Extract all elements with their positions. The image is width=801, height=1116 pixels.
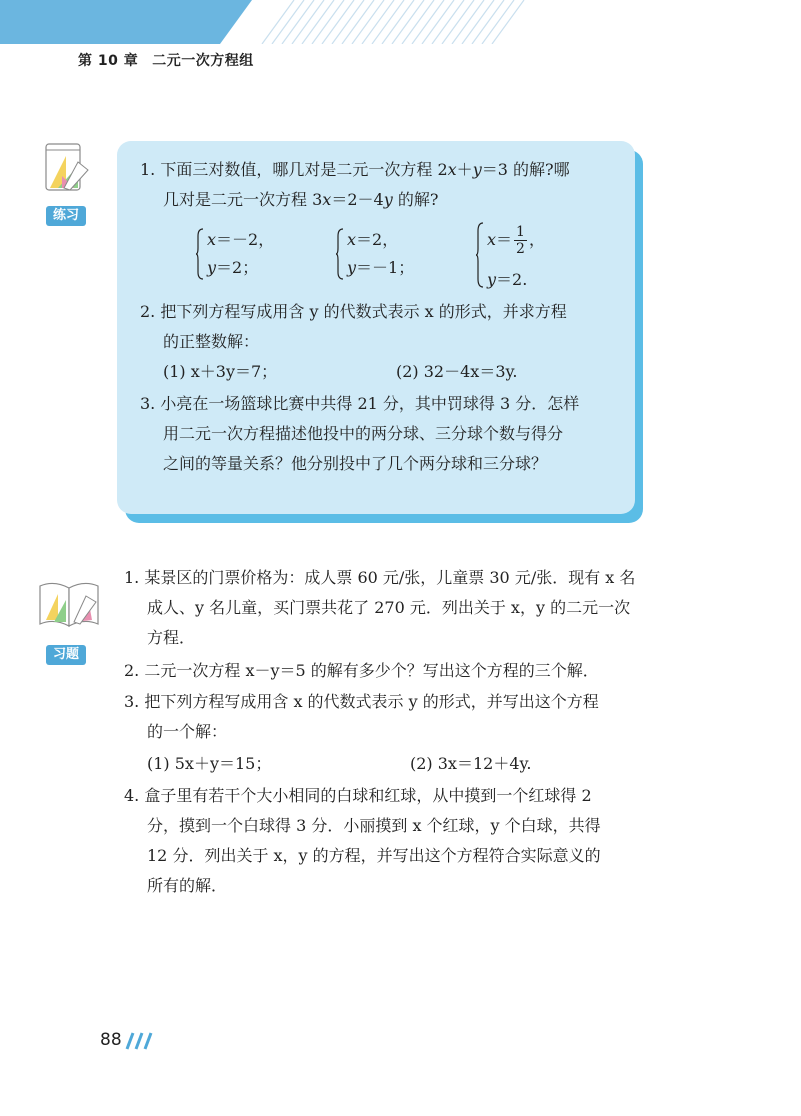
practice-q3-line1: 3. 小亮在一场篮球比赛中共得 21 分，其中罚球得 3 分．怎样 bbox=[140, 394, 580, 413]
exercise-q3-b: (2) 3x＝12＋4y. bbox=[410, 754, 532, 773]
exercise-q3-line2: 的一个解： bbox=[147, 722, 228, 741]
page-number: 88 bbox=[100, 1030, 122, 1050]
exercise-q1-line3: 方程． bbox=[147, 628, 196, 647]
practice-q2-b: (2) 32－4x＝3y. bbox=[396, 362, 518, 381]
practice-q1-line2: 几对是二元一次方程 3x＝2－4y 的解? bbox=[163, 190, 439, 209]
practice-badge: 练习 bbox=[46, 206, 86, 226]
practice-q1-line1: 1. 下面三对数值，哪几对是二元一次方程 2x＋y＝3 的解?哪 bbox=[140, 160, 570, 179]
page-slashes-decoration bbox=[125, 1032, 153, 1050]
book-icon bbox=[36, 576, 102, 634]
pair1-y: y＝2； bbox=[207, 258, 259, 277]
pair1-x: x＝－2， bbox=[207, 230, 275, 249]
exercises-badge: 习题 bbox=[46, 645, 86, 665]
pair2-y: y＝－1； bbox=[347, 258, 415, 277]
exercise-q4-line3: 12 分．列出关于 x，y 的方程，并写出这个方程符合实际意义的 bbox=[147, 846, 601, 865]
exercise-q4-line4: 所有的解． bbox=[147, 876, 228, 895]
pencil-ruler-icon bbox=[40, 136, 92, 198]
pair3-brace bbox=[476, 222, 484, 288]
practice-q3-line3: 之间的等量关系？他分别投中了几个两分球和三分球？ bbox=[163, 454, 548, 473]
header-band bbox=[0, 0, 801, 44]
exercise-q1-line2: 成人、y 名儿童，买门票共花了 270 元．列出关于 x，y 的二元一次 bbox=[147, 598, 631, 617]
practice-q3-line2: 用二元一次方程描述他投中的两分球、三分球个数与得分 bbox=[163, 424, 564, 443]
exercise-q4-line1: 4. 盒子里有若干个大小相同的白球和红球，从中摸到一个红球得 2 bbox=[124, 786, 592, 805]
practice-q2-line2: 的正整数解： bbox=[163, 332, 260, 351]
chapter-label: 第 10 章 bbox=[78, 53, 139, 69]
pair3-y: y＝2. bbox=[487, 270, 528, 289]
chapter-name: 二元一次方程组 bbox=[152, 53, 254, 69]
fraction-one-half: $\frac{1}{2}$ bbox=[516, 224, 525, 257]
pair2-brace bbox=[336, 228, 344, 280]
practice-q2-line1: 2. 把下列方程写成用含 y 的代数式表示 x 的形式，并求方程 bbox=[140, 302, 567, 321]
pair2-x: x＝2， bbox=[347, 230, 399, 249]
chapter-title bbox=[78, 50, 254, 70]
exercise-q1-line1: 1. 某景区的门票价格为：成人票 60 元/张，儿童票 30 元/张．现有 x 名 bbox=[124, 568, 636, 587]
exercise-q3-line1: 3. 把下列方程写成用含 x 的代数式表示 y 的形式，并写出这个方程 bbox=[124, 692, 599, 711]
practice-q2-a: (1) x＋3y＝7； bbox=[163, 362, 278, 381]
pair3-x: x＝ $\frac{1}{2}$ ， bbox=[487, 224, 545, 257]
pair1-brace bbox=[196, 228, 204, 280]
exercise-q3-a: (1) 5x＋y＝15； bbox=[147, 754, 272, 773]
exercise-q2-line1: 2. 二元一次方程 x－y＝5 的解有多少个？写出这个方程的三个解． bbox=[124, 661, 599, 680]
exercise-q4-line2: 分，摸到一个白球得 3 分．小丽摸到 x 个红球，y 个白球，共得 bbox=[147, 816, 601, 835]
